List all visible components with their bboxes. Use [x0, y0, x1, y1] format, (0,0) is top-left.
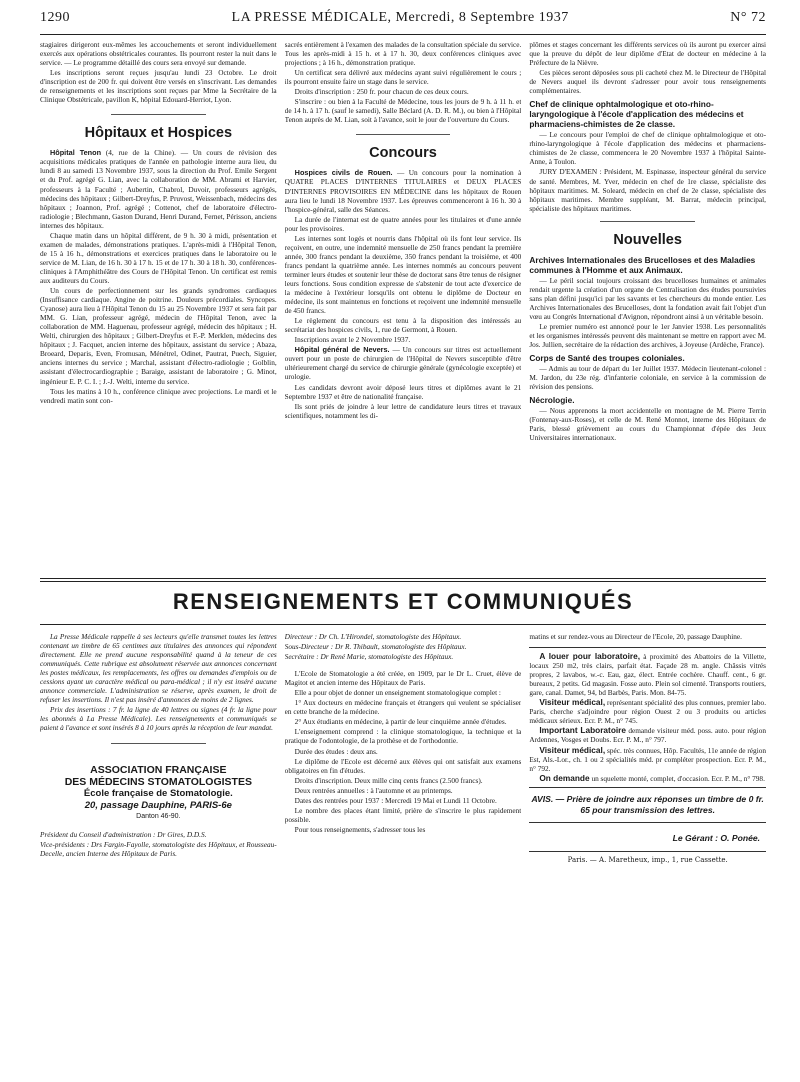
issue-date: Mercredi, 8 Septembre 1937 [395, 10, 569, 25]
renseignements-title: RENSEIGNEMENTS ET COMMUNIQUÉS [172, 589, 634, 614]
subhead-tenon: Hôpital Tenon [50, 148, 102, 158]
paragraph: Sous-Directeur : Dr R. Thibault, stomatologiste des Hôpitaux. [284, 642, 467, 652]
divider [111, 743, 206, 744]
ad-head: Visiteur médical, [539, 697, 606, 708]
paragraph: La durée de l'internat est de quatre années pour les titulaires et d'une année pour les provisoires. [284, 214, 522, 233]
paragraph: S'inscrire : ou bien à la Faculté de Médecine, tous les jours de 9 h. à 11 h. et de 14 h. à 17 h. (sauf le samedi), Salle Béclard (A. D. R. M.), ou bien à l'Hôpital Tenon auprès de M. Lian, soit à l'avance, soit le jour de l'ouverture du Cours. [284, 97, 522, 125]
subhead-rouen: Hospices civils de Rouen. [294, 168, 393, 178]
printer-line: Paris. — A. Maretheux, imp., 1, rue Cassette. [567, 855, 728, 864]
tenon-text: (4, rue de la Chine). — Un cours de révision des acquisitions médicales pratiques de l'année en pathologie interne aura lieu, du lundi 8 au samedi 13 Novembre 1937, sous la direction du Prof. Emile Sergent et du Prof. agrégé G. Lian, avec la collaboration de MM. Abrami et Harvier, professeurs à la Faculté ; Aubertin, Chabrol, Duvoir, professeurs agrégés, médecins des hôpitaux ; Gilbert-Dreyfus, P. Pruvost, Weissenbach, médecins des hôpitaux ; Joannon, Prof. agrégé ; Cottenot, chef de laboratoire d'électro-radiologie ; Blechmann, Gaston Durand, Henri Durand, Fernet, Périsson, anciens internes des hôpitaux. [40, 148, 277, 230]
gerant-signature: Le Gérant : O. Ponée. [672, 832, 761, 843]
section-title-nouvelles: Nouvelles [613, 231, 682, 248]
section-rule [40, 624, 766, 625]
association-block [40, 764, 277, 822]
school-address: 20, passage Dauphine, PARIS-6e [84, 799, 232, 811]
ad-text: représentant spécialité des plus connues, premier labo. Paris, cherche s'adjoindre pour région Ouest 2 ou 3 produits ou articles médicaux sérieux. Ecr. P. M., n° 745. [529, 698, 767, 726]
paragraph: Inscriptions avant le 2 Novembre 1937. [294, 335, 411, 345]
top-columns [40, 40, 766, 575]
paragraph: Droits d'inscription. Deux mille cinq cents francs (2.500 francs). [294, 775, 483, 785]
paragraph: Le premier numéro est annoncé pour le 1er Janvier 1938. Les personnalités et les organismes intéressés peuvent dès maintenant se mettre en rapport avec M. Jos. Jullien, secrétaire de la rédaction des archives, à Joyeuse (Ardèche, France). [529, 321, 767, 350]
classified-ad [529, 652, 766, 697]
paragraph: plômes et stages concernant les différents services où ils auront pu exercer ainsi que la preuve du dépôt de leur diplôme d'Etat de docteur en médecine à la Préfecture de la Nièvre. [529, 40, 767, 68]
ad-head: Important Laboratoire [539, 725, 627, 736]
paragraph: L'enseignement comprend : la clinique stomatologique, la technique et la pratique de l'odontologie, de la prothèse et de l'orthodontie. [284, 727, 522, 746]
association-name-2: DES MÉDECINS STOMATOLOGISTES [64, 775, 252, 788]
divider [529, 851, 766, 852]
paragraph: — Nous apprenons la mort accidentelle en montagne de M. Pierre Terrin (Fontenay-aux-Roses), et celle de M. René Monnot, interne des Hôpitaux de Paris, blessé grièvement au cours du Championnat d'épée des Jeux Universitaires internationaux. [529, 406, 767, 443]
divider [356, 134, 451, 135]
paragraph [285, 345, 522, 381]
avis-notice: AVIS. — Prière de joindre aux réponses un timbre de 0 fr. 65 pour transmission des lettres. [531, 793, 764, 815]
section-title-hopitaux: Hôpitaux et Hospices [84, 125, 233, 142]
header-rule [40, 34, 766, 35]
ad-text: demande visiteur méd. poss. auto. pour région Ardennes, Vosges et Doubs. Ecr. P. M., n° 797. [529, 726, 767, 745]
classified-ad [529, 726, 766, 744]
paragraph: stagiaires dirigeront eux-mêmes les accouchements et seront individuellement exercés aux opérations obstétricales courantes. Ils pourront rester la nuit dans le service. — Le programme détaillé des cours sera envoyé sur demande. [40, 40, 277, 68]
ad-head: On demande [539, 772, 590, 783]
section-title-concours: Concours [369, 145, 437, 162]
ad-text: à proximité des Abattoirs de la Villette, locaux 250 m2, très clairs, parfait état. Façade 28 m. angle. Châssis vitrés propres, 2 lavabos, w.-c. Eau, gaz, élect. Entrée cochère. Chauff. cent., 6 gr. bureaux, 2 petits. Gd magasin. Fosse auto. Plein sol cimenté. Transports routiers, gare, canal. Damet, 94, bd Barbès, Paris. Mon. 84-75. [529, 652, 767, 698]
paragraph: Les candidats devront avoir déposé leurs titres et diplômes avant le 21 Septembre 1937 et être de nationalité française. [284, 382, 522, 401]
subhead-archives: Archives Internationales des Brucelloses et des Maladies communes à l'Homme et aux Animaux. [529, 254, 756, 275]
paragraph: — Le concours pour l'emploi de chef de clinique ophtalmologique et oto-rhino-laryngologique à l'école d'application des médecins et pharmaciens-chimistes de 2e classe, commencera le 20 Novembre 1937 à l'hôpital Sainte-Anne, à Toulon. [529, 130, 767, 167]
paragraph: Pour tous renseignements, s'adresser tous les [294, 824, 426, 834]
paragraph: Secrétaire : Dr René Marie, stomatologiste des Hôpitaux. [284, 652, 454, 662]
ad-head: A louer pour laboratoire, [539, 651, 641, 662]
subhead-corps-sante: Corps de Santé des troupes coloniales. [529, 353, 685, 364]
paragraph: Ils sont priés de joindre à leur lettre de candidature leurs titres et travaux scientifiques, notamment les di- [284, 401, 522, 420]
classified-ad [529, 746, 766, 773]
paragraph: JURY D'EXAMEN : Président, M. Espinasse, inspecteur général du service de santé. Membres, M. Yver, médecin en chef de 1re classe, spécialiste des hôpitaux maritimes. M. Soleard, médecin en chef de 2e classe, spécialiste des hôpitaux maritimes. Membre suppléant, M. Barrat, médecin principal, spécialiste des hôpitaux maritimes. [529, 167, 767, 213]
paragraph: Un cours de perfectionnement sur les grands syndromes cardiaques (Insuffisance cardiaque. Angine de poitrine. Douleurs précordiales. Syncopes. Cyanose) aura lieu à l'Hôpital Tenon du 15 au 25 Novembre 1937 et sera fait par MM. G. Lian, professeur agrégé, médecin de l'Hôpital Tenon, avec la collaboration de MM. Haguenau, professeur agrégé, médecin des hôpitaux ; H. Welti, chirurgien des hôpitaux ; Gilbert-Dreyfus et F.-P. Merklen, médecins des hôpitaux ; J. Facquet, ancien interne des hôpitaux, assistant du service ; Abaza, Broeard, Deparis, Even, Fromusan, Ménétrel, Odinet, Pautrat, Puech, Siguier, anciens internes du service ; Marchal, assistant d'électro-radiologie ; Golblin, assistant d'électrocardiographie ; Baraige, assistant de laboratoire ; G. Minot, ingénieur E. P. C. I. ; J.-J. Welti, interne du service. [40, 286, 277, 386]
subhead-nevers: Hôpital général de Nevers. [294, 345, 390, 355]
paragraph: 2° Aux étudiants en médecine, à partir de leur cinquième année d'études. [294, 717, 507, 727]
top-column-2 [285, 40, 522, 575]
rouen-text: — Un concours pour la nomination à QUATRE PLACES D'INTERNES TITULAIRES et DEUX PLACES D'INTERNES PROVISOIRES EN MÉDECINE dans les hôpitaux de Rouen aura lieu le lundi 18 Novembre 1937. Les épreuves commenceront à 16 h. 30 à l'hospice-général, salle des Séances. [284, 168, 522, 214]
paragraph: 1° Aux docteurs en médecine français et étrangers qui veulent se spécialiser en cette branche de la médecine. [284, 698, 522, 717]
page-header [40, 10, 766, 32]
school-phone: Danton 46-90. [136, 812, 181, 820]
paragraph: Vice-présidents : Drs Fargin-Fayolle, stomatologiste des Hôpitaux, et Rousseau-Decelle, ancien Interne des Hôpitaux de Paris. [40, 839, 277, 858]
paragraph: Deux rentrées annuelles : à l'automne et au printemps. [294, 785, 453, 795]
paragraph: Le diplôme de l'Ecole est décerné aux élèves qui ont satisfait aux examens obligatoires en fin d'études. [284, 756, 522, 775]
page-number: 1290 [40, 10, 70, 25]
bottom-columns [40, 632, 766, 1072]
paragraph: Les inscriptions seront reçues jusqu'au lundi 23 Octobre. Le droit d'inscription est de 200 fr. qui doivent être versés en s'inscrivant. Les demandes de renseignements et les inscriptions sont reçues par Mme la Secrétaire de la Clinique Obstétricale, pavillon K, hôpital Edouard-Herriot, Lyon. [40, 68, 277, 105]
paragraph: Chaque matin dans un hôpital différent, de 9 h. 30 à midi, présentation et examen de malades, démonstrations pratiques. L'après-midi à l'Hôpital Tenon, de 15 à 16 h., démonstrations et exercices pratiques dans le laboratoire ou le service de M. Lian, de 16 h. 30 à 17 h. 15 et de 17 h. 30 à 18 h. 30, conférences-cliniques à l'Amphithéâtre des Cours de l'Hôpital Tenon. Un certificat est remis aux auditeurs du Cours. [40, 230, 277, 285]
paragraph: Dates des rentrées pour 1937 : Mercredi 19 Mai et Lundi 11 Octobre. [294, 795, 497, 805]
section-rule [40, 581, 766, 582]
paragraph [40, 148, 277, 229]
paragraph: sacrés entièrement à l'examen des malades de la consultation spéciale du service. Tous les après-midi à 15 h. et à 17 h. 30, deux conférences cliniques avec projections ; à 16 h., démonstration pratique. [284, 40, 522, 68]
ad-head: Visiteur médical, [539, 744, 606, 755]
paragraph: Un certificat sera délivré aux médecins ayant suivi régulièrement le cours ; ils pourront ensuite faire un stage dans le service. [284, 68, 522, 87]
ad-text: un squelette monté, complet, d'occasion. Ecr. P. M., n° 798. [591, 773, 765, 783]
section-rule [40, 578, 766, 579]
nevers-text: — Un concours sur titres est actuellement ouvert pour un poste de chirurgien de l'Hôpital de Nevers susceptible d'être ultérieurement chargé du service de chirurgie générale (gynécologie exceptée) et urologie. [284, 345, 522, 382]
top-column-1 [40, 40, 277, 575]
journal-title-line [232, 10, 569, 26]
bottom-column-2 [285, 632, 522, 1072]
paragraph: Ces pièces seront déposées sous pli cacheté chez M. le Directeur de l'Hôpital de Nevers auquel ils devront s'adresser pour avoir tous renseignements complémentaires. [529, 68, 767, 96]
paragraph: Droits d'inscription : 250 fr. pour chacun de ces deux cours. [294, 87, 469, 97]
subhead-chef-clinique: Chef de clinique ophtalmologique et oto-rhino-laryngologique à l'école d'application des médecins et pharmaciens-chimistes de 2e classe. [529, 99, 744, 130]
issue-number: N° 72 [730, 10, 766, 25]
top-column-3 [529, 40, 766, 575]
paragraph: Prix des insertions : 7 fr. la ligne de 40 lettres ou signes (4 fr. la ligne pour les abonnés à La Presse Médicale). Les renseignements et communiqués se paient à l'avance et sont insérés 8 à 10 jours après la réception de leur mandat. [40, 705, 277, 733]
paragraph: La Presse Médicale rappelle à ses lecteurs qu'elle transmet toutes les lettres contenant un timbre de 65 centimes aux titulaires des annonces qui répondent directement. Elle ne prend aucune responsabilité quand à la teneur de ces communiqués. Cette rubrique est absolument réservée aux annonces concernant les postes médicaux, les remplacements, les offres ou demandes d'emplois ou de cessions ayant un caractère médical ou para-médical ; il n'y est inséré aucune annonce commerciale. L'administration se réserve, après examen, le droit de refuser les insertions. Il n'est pas inséré d'annonces de moins de 2 lignes. [40, 632, 277, 705]
classified-ad [529, 698, 766, 725]
divider [529, 787, 766, 788]
journal-name: LA PRESSE MÉDICALE, [231, 10, 392, 25]
paragraph: Président du Conseil d'administration : Dr Gires, D.D.S. [40, 829, 207, 839]
classified-ad [529, 774, 766, 783]
divider [600, 221, 695, 222]
paragraph: — Admis au tour de départ du 1er Juillet 1937. Médecin lieutenant-colonel : M. Jardon, du 23e rég. d'infanterie coloniale, en service à la commission de révision des pensions. [529, 364, 767, 392]
paragraph: Tous les matins à 10 h., conférence clinique avec projections. Le mardi et le vendredi matin sont con- [40, 386, 277, 405]
divider [529, 822, 766, 823]
bottom-column-1 [40, 632, 277, 1072]
bottom-column-3 [529, 632, 766, 1072]
paragraph: Elle a pour objet de donner un enseignement stomatologique complet : [294, 688, 501, 698]
ad-text: spéc. très connues, Hôp. Facultés, 11e année de région Est, Als.-Lor., ch. 1 ou 2 spécialités méd. pr compléter prospection. Ecr. P. M., n° 792. [529, 745, 767, 773]
paragraph: Directeur : Dr Ch. L'Hirondel, stomatologiste des Hôpitaux. [284, 632, 462, 641]
paragraph: — Le péril social toujours croissant des brucelloses humaines et animales rendait urgente la création d'un organe de Centralisation des études poursuivies sans plan défini jusqu'ici par les savants et les chercheurs du monde entier. Les Archives Internationales des Brucelloses, dont la fondation avait fait l'objet d'un vœu au Congrès International d'Avignon, répondront ainsi à un véritable besoin. [529, 275, 767, 321]
paragraph: matins et sur rendez-vous au Directeur de l'Ecole, 20, passage Dauphine. [529, 632, 742, 641]
paragraph: Durée des études : deux ans. [294, 746, 378, 756]
association-name: ASSOCIATION FRANÇAISE [90, 763, 227, 776]
paragraph [285, 168, 522, 213]
paragraph: Le règlement du concours est tenu à la disposition des intéressés au secrétariat des hospices civils, 1, rue de Germont, à Rouen. [284, 316, 522, 335]
divider [529, 647, 766, 648]
school-name: École française de Stomatologie. [83, 787, 233, 799]
divider [111, 114, 206, 115]
paragraph: L'Ecole de Stomatologie a été créée, en 1909, par le Dr L. Cruet, élève de Magitot et ancien interne des Hôpitaux de Paris. [284, 669, 522, 688]
paragraph: Les internes sont logés et nourris dans l'hôpital où ils font leur service. Ils reçoivent, en outre, une indemnité mensuelle de 250 francs pendant la première année, 300 francs pendant la deuxième, 350 francs pendant la troisième, et 400 francs pendant la quatrième année. Les internes nommés au concours peuvent terminer leurs études et soutenir leur thèse de doctorat sans être tenus de résigner leurs fonctions. Sous condition expresse de s'abstenir de tout acte d'exercice de la médecine à l'extérieur lorsqu'ils ont obtenu le diplôme de Docteur en médecine, ils sont maintenus en fonctions et reçoivent une indemnité mensuelle de 450 francs. [284, 233, 522, 316]
paragraph: Le nombre des places étant limité, prière de s'inscrire le plus rapidement possible. [284, 805, 522, 824]
subhead-necrologie: Nécrologie. [529, 395, 575, 406]
